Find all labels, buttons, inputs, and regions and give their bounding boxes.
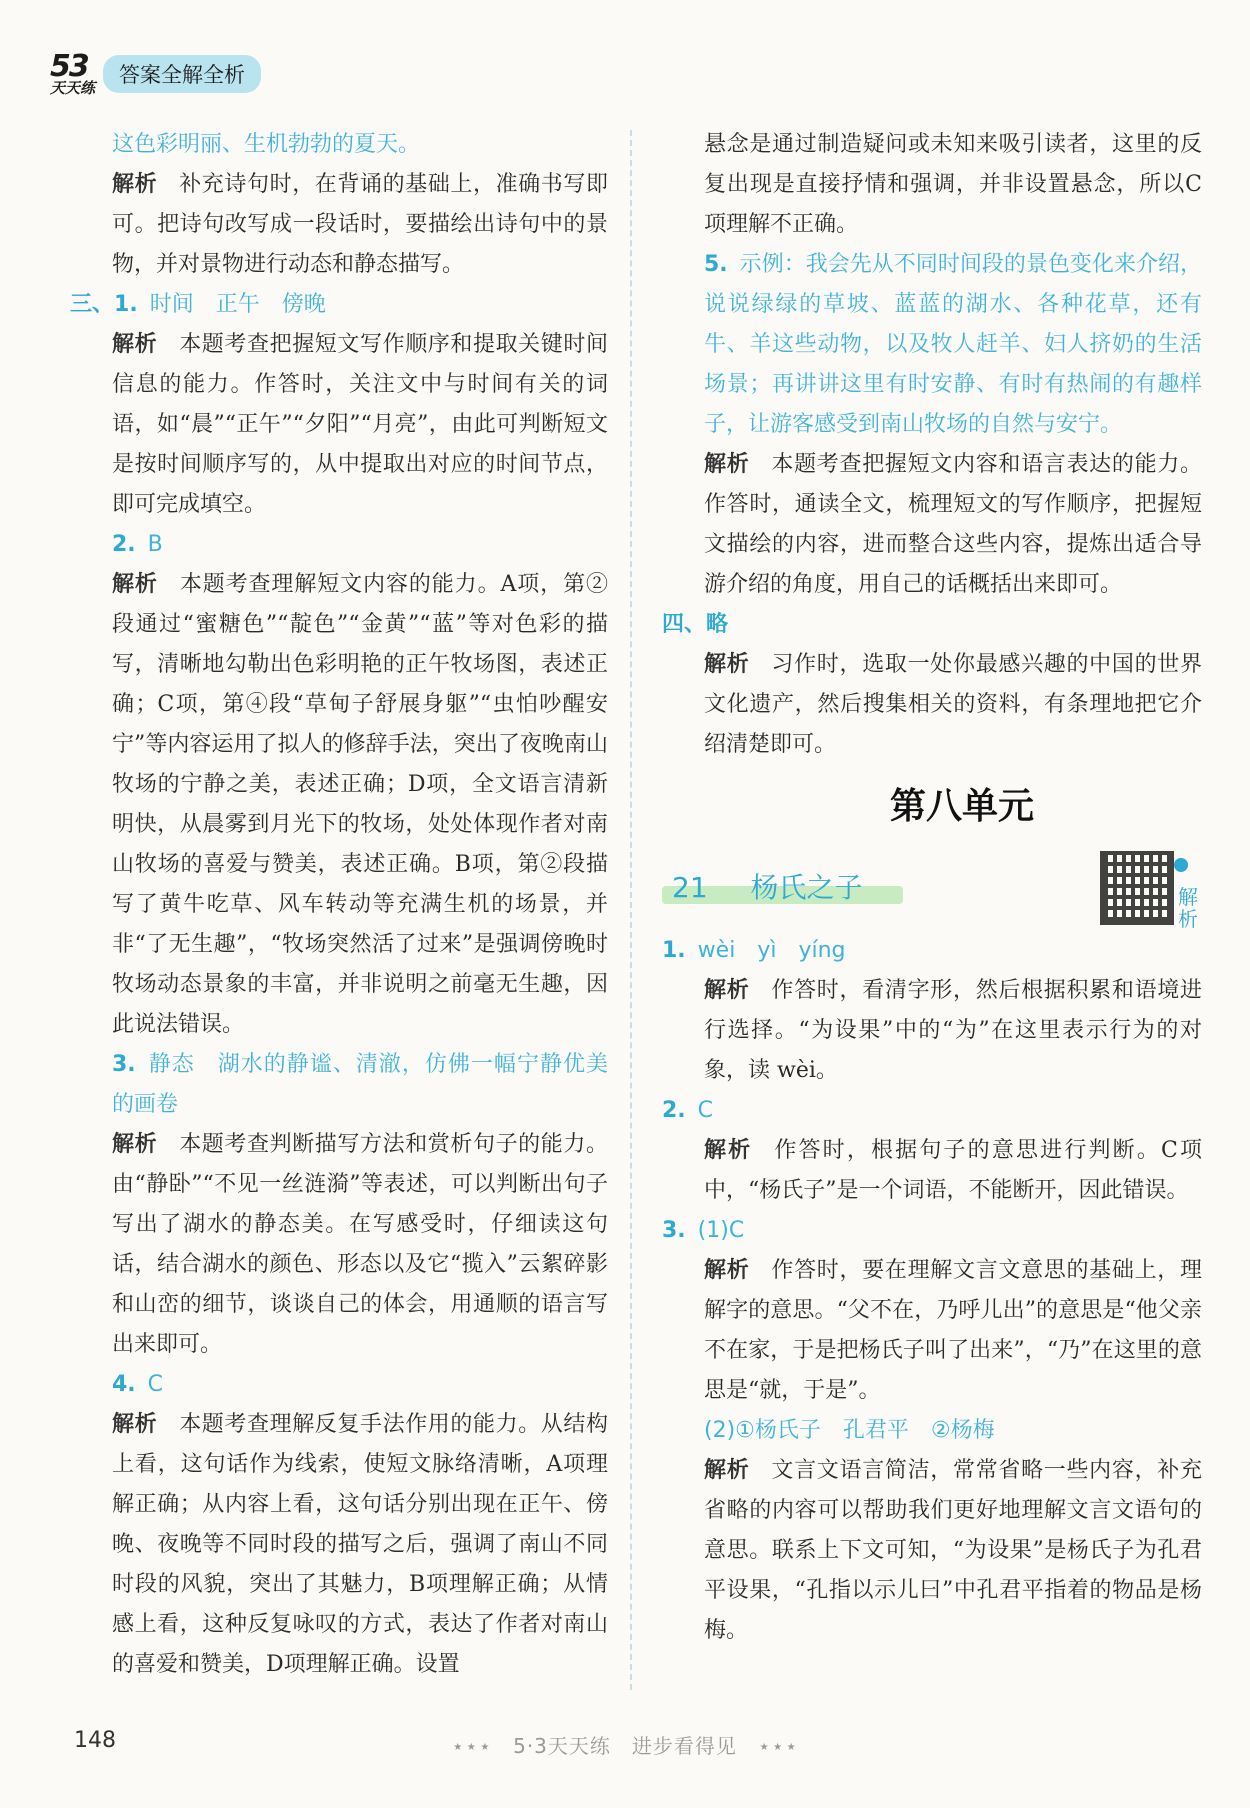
jiexi-label: 解析 [112, 332, 158, 357]
explanation-block [70, 1405, 608, 1685]
lesson-number: 21 [672, 871, 708, 904]
question-number: 5. [704, 252, 728, 277]
question-number: 2. [112, 532, 136, 557]
explanation-block [70, 1125, 608, 1365]
right-column [662, 125, 1202, 1651]
explanation-block [70, 325, 608, 525]
answer-text: (2)①杨氏子 孔君平 ②杨梅 [704, 1418, 995, 1443]
question-number: 4. [112, 1372, 136, 1397]
explanation-block [662, 1251, 1202, 1411]
explanation-text: 本题考查理解短文内容的能力。A项，第②段通过“蜜糖色”“靛色”“金黄”“蓝”等对色彩的描写，清晰地勾勒出色彩明艳的正午牧场图，表述正确；C项，第④段“草甸子舒展身躯”“虫怕吵醒安宁”等内容运用了拟人的修辞手法，突出了夜晚南山牧场的宁静之美，表述正确；D项，全文语言清新明快，从晨雾到月光下的牧场，处处体现作者对南山牧场的喜爱与赞美，表述正确。B项，第②段描写了黄牛吃草、风车转动等充满生机的场景，并非“了无生趣”，“牧场突然活了过来”是强调傍晚时牧场动态景象的丰富，并非说明之前毫无生趣，因此说法错误。 [112, 572, 608, 1037]
page-header [50, 48, 261, 100]
explanation-text: 本题考查把握短文内容和语言表达的能力。作答时，通读全文，梳理短文的写作顺序，把握短文描绘的内容，进而整合这些内容，提炼出适合导游介绍的角度，用自己的话概括出来即可。 [704, 452, 1202, 597]
question-5 [662, 245, 1202, 445]
explanation-text: 作答时，要在理解文言文意思的基础上，理解字的意思。“父不在，乃呼儿出”的意思是“他父亲不在家，于是把杨氏子叫了出来”，“乃”在这里的意思是“就，于是”。 [704, 1258, 1202, 1403]
logo-number: 53 [50, 49, 88, 84]
question-number: 1. [114, 292, 138, 317]
header-tag: 答案全解全析 [103, 55, 261, 93]
lesson-question-3 [662, 1211, 1202, 1251]
lesson-question-2 [662, 1091, 1202, 1131]
lesson-question-1 [662, 931, 1202, 971]
question-number: 3. [662, 1218, 686, 1243]
lesson-header [662, 845, 1202, 931]
footer-slogan: ⋆⋆⋆ 5·3天天练 进步看得见 ⋆⋆⋆ [451, 1734, 799, 1758]
play-icon [1174, 858, 1188, 872]
explanation-block [662, 445, 1202, 605]
page-number: 148 [74, 1728, 116, 1753]
explanation-block [662, 645, 1202, 765]
answer-text: B [147, 532, 163, 557]
jiexi-label: 解析 [704, 1258, 750, 1283]
qr-code-icon [1100, 851, 1174, 925]
section-marker: 三、 [70, 292, 115, 317]
explanation-text: 本题考查理解反复手法作用的能力。从结构上看，这句话作为线索，使短文脉络清晰，A项理解正确；从内容上看，这句话分别出现在正午、傍晚、夜晚等不同时段的描写之后，强调了南山不同时段的风貌，突出了其魅力，B项理解正确；从情感上看，这种反复咏叹的方式，表达了作者对南山的喜爱和赞美，D项理解正确。设置 [112, 1412, 608, 1677]
qr-label: 解析 [1178, 885, 1198, 931]
question-number: 1. [662, 938, 686, 963]
qr-code-link[interactable] [1100, 846, 1202, 930]
continued-answer: 这色彩明丽、生机勃勃的夏天。 [112, 132, 421, 157]
explanation-block [70, 165, 608, 285]
answer-text: C [147, 1372, 164, 1397]
answer-text: 静态 湖水的静谧、清澈，仿佛一幅宁静优美的画卷 [112, 1052, 608, 1117]
continued-explanation: 悬念是通过制造疑问或未知来吸引读者，这里的反复出现是直接抒情和强调，并非设置悬念，所以C项理解不正确。 [704, 132, 1202, 237]
question-3 [70, 1045, 608, 1125]
jiexi-label: 解析 [704, 652, 750, 677]
brand-logo [50, 49, 96, 97]
answer-text: (1)C [697, 1218, 745, 1243]
explanation-text: 本题考查把握短文写作顺序和提取关键时间信息的能力。作答时，关注文中与时间有关的词语，如“晨”“正午”“夕阳”“月亮”，由此可判断短文是按时间顺序写的，从中提取出对应的时间节点，即可完成填空。 [112, 332, 608, 517]
answer-text: wèi yì yíng [697, 938, 846, 963]
jiexi-label: 解析 [112, 572, 158, 597]
explanation-block [662, 1131, 1202, 1211]
explanation-text: 补充诗句时，在背诵的基础上，准确书写即可。把诗句改写成一段话时，要描绘出诗句中的景物，并对景物进行动态和静态描写。 [112, 172, 608, 277]
jiexi-label: 解析 [112, 1132, 158, 1157]
logo-text: 天天练 [50, 79, 96, 97]
answer-text: C [697, 1098, 714, 1123]
jiexi-label: 解析 [704, 1138, 753, 1163]
question-1 [70, 285, 608, 325]
qr-caption [1174, 846, 1202, 930]
answer-text: 示例：我会先从不同时间段的景色变化来介绍，说说绿绿的草坡、蓝蓝的湖水、各种花草，还有牛、羊这些动物，以及牧人赶羊、妇人挤奶的生活场景；再讲讲这里有时安静、有时有热闹的有趣样子，让游客感受到南山牧场的自然与安宁。 [704, 252, 1202, 437]
column-divider [630, 130, 632, 1690]
explanation-text: 作答时，看清字形，然后根据积累和语境进行选择。“为设果”中的“为”在这里表示行为的对象，读 wèi。 [704, 978, 1202, 1083]
unit-title: 第八单元 [889, 786, 1034, 827]
jiexi-label: 解析 [704, 978, 750, 1003]
question-4 [70, 1365, 608, 1405]
explanation-text: 作答时，根据句子的意思进行判断。C项中，“杨氏子”是一个词语，不能断开，因此错误。 [704, 1138, 1202, 1203]
explanation-block [662, 971, 1202, 1091]
jiexi-label: 解析 [704, 1458, 750, 1483]
explanation-block [662, 1451, 1202, 1651]
explanation-text: 本题考查判断描写方法和赏析句子的能力。由“静卧”“不见一丝涟漪”等表述，可以判断出句子写出了湖水的静态美。在写感受时，仔细读这句话，结合湖水的颜色、形态以及它“揽入”云絮碎影和山峦的细节，谈谈自己的体会，用通顺的语言写出来即可。 [112, 1132, 608, 1357]
jiexi-label: 解析 [112, 1412, 158, 1437]
jiexi-label: 解析 [704, 452, 750, 477]
question-number: 3. [112, 1052, 136, 1077]
question-number: 2. [662, 1098, 686, 1123]
question-2 [70, 525, 608, 565]
lesson-title [662, 868, 873, 908]
section-4 [662, 605, 1202, 645]
left-column [70, 125, 608, 1685]
jiexi-label: 解析 [112, 172, 158, 197]
explanation-text: 文言文语言简洁，常常省略一些内容，补充省略的内容可以帮助我们更好地理解文言文语句的意思。联系上下文可知，“为设果”是杨氏子为孔君平设果，“孔指以示儿曰”中孔君平指着的物品是杨梅。 [704, 1458, 1202, 1643]
answer-text: 时间 正午 傍晚 [149, 292, 326, 317]
explanation-text: 习作时，选取一处你最感兴趣的中国的世界文化遗产，然后搜集相关的资料，有条理地把它介绍清楚即可。 [704, 652, 1202, 757]
section-marker: 四、略 [662, 612, 729, 637]
lesson-name: 杨氏之子 [750, 871, 863, 904]
explanation-block [70, 565, 608, 1045]
